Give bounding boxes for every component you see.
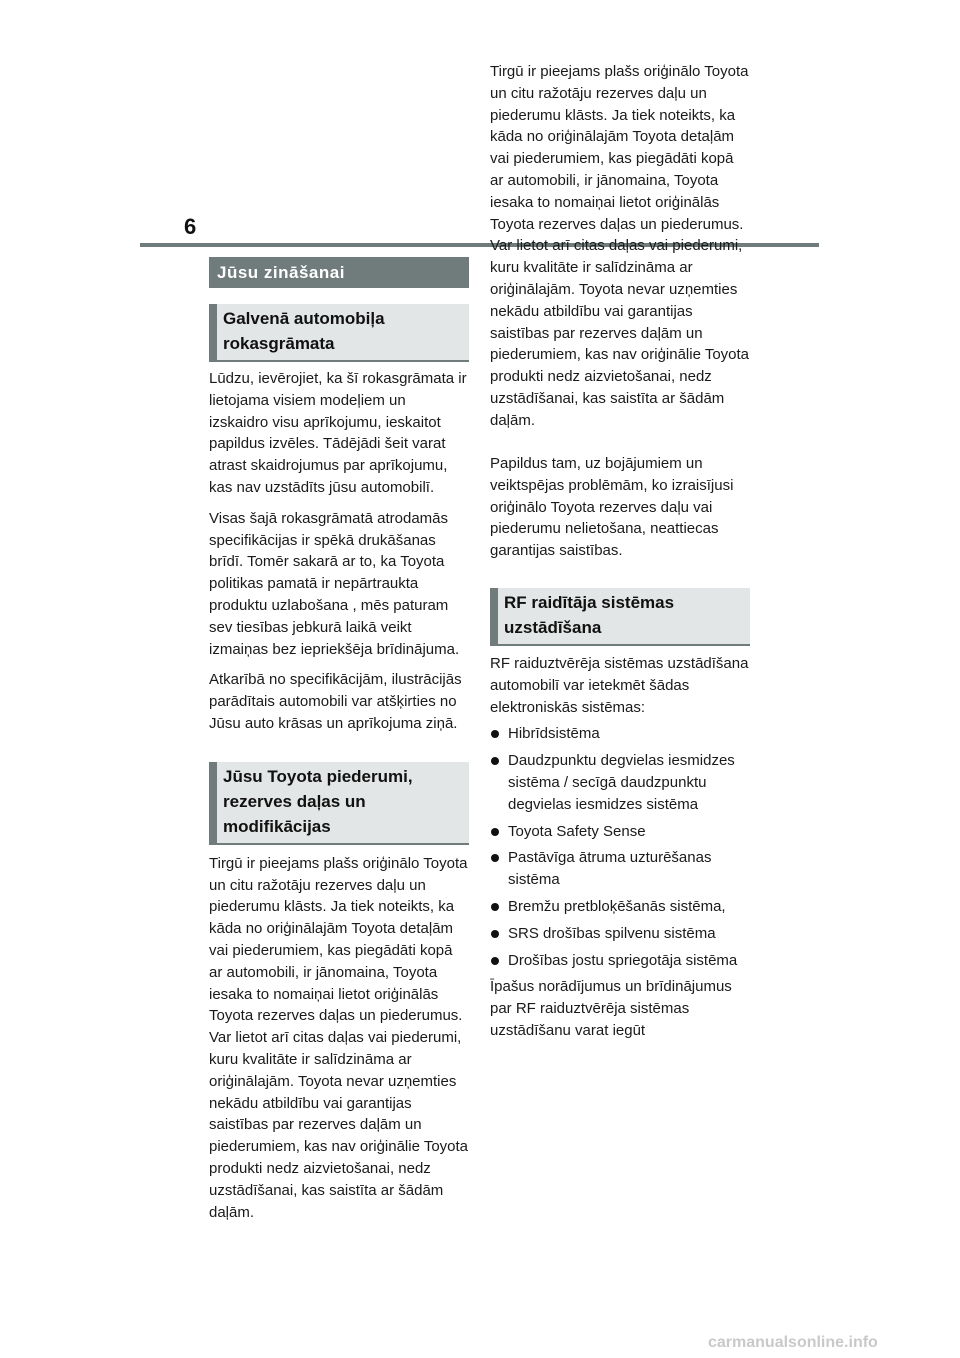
page-number: 6 bbox=[184, 214, 197, 239]
section-title: Jūsu zināšanai bbox=[209, 257, 469, 288]
list-item: Daudzpunktu degvielas iesmidzes sistēma / secīgā daudzpunktu degvielas iesmidzes sistēma bbox=[490, 750, 750, 815]
list-item: Hibrīdsistēma bbox=[490, 723, 750, 745]
rf-heading: RF raidītāja sistēmas uzstādīšana bbox=[490, 588, 750, 646]
list-item: Bremžu pretbloķēšanās sistēma, bbox=[490, 896, 750, 918]
rf-systems-list bbox=[490, 723, 750, 971]
accessories-paragraph-1-continued bbox=[490, 61, 750, 432]
list-item: Toyota Safety Sense bbox=[490, 821, 750, 843]
list-item: Drošības jostu spriegotāja sistēma bbox=[490, 950, 750, 972]
manual-paragraph-3: Atkarībā no specifikācijām, ilustrācijās parādītais automobili var atšķirties no Jūsu auto krāsas un aprīkojuma ziņā. bbox=[209, 671, 462, 732]
manual-paragraph-2: Visas šajā rokasgrāmatā atrodamās specifikācijas ir spēkā drukāšanas brīdī. Tomēr sakarā ar to, ka Toyota politikas pamatā ir nepārtraukta produktu uzlabošana , mēs paturam sev tiesības jebkurā laikā veikt izmaiņas bez iepriekšēja brīdinājuma. bbox=[209, 509, 460, 658]
bullet-icon bbox=[491, 930, 499, 938]
bullet-icon bbox=[491, 757, 499, 765]
bullet-icon bbox=[491, 903, 499, 911]
accessories-heading: Jūsu Toyota piederumi, rezerves daļas un modifikācijas bbox=[209, 762, 469, 845]
list-item: SRS drošības spilvenu sistēma bbox=[490, 923, 750, 945]
rf-outro: Īpašus norādījumus un brīdinājumus par RF raiduztvērēja sistēmas uzstādīšanu varat iegūt bbox=[490, 978, 732, 1039]
accessories-continued-text: Tirgū ir pieejams plašs oriģinālo Toyota un citu ražotāju rezerves daļu un piederumu klāsts. Ja tiek noteikts, ka kāda no oriģinālajām Toyota detaļām vai piederumiem, kas piegādāti kopā ar automobili, ir jānomaina, Toyota iesaka to nomaiņai lietot oriģinālās Toyota rezerves daļas un piederumus. Var lietot arī citas daļas vai piederumi, kuru kvalitāte ir salīdzināma ar oriģinālajām. Toyota nevar uzņemties nekādu atbildību vai garantijas saistības par rezerves daļām un piederumiem, kas nav oriģinālie Toyota produkti nedz aizvietošanai, nedz uzstādīšanai, kas saistīta ar šādām daļām. bbox=[490, 63, 750, 429]
rf-intro: RF raiduztvērēja sistēmas uzstādīšana automobilī var ietekmēt šādas elektroniskās sistēmas: bbox=[490, 654, 749, 716]
manual-heading: Galvenā automobiļa rokasgrāmata bbox=[209, 304, 469, 362]
left-column bbox=[209, 257, 469, 1221]
accessories-paragraph-2: Papildus tam, uz bojājumiem un veiktspējas problēmām, ko izraisījusi oriģinālo Toyota rezerves daļu vai piederumu nelietošana, neattiecas garantijas saistības. bbox=[490, 455, 734, 560]
right-column bbox=[490, 63, 750, 1042]
accessories-paragraph-1: Tirgū ir pieejams plašs oriģinālo Toyota un citu ražotāju rezerves daļu un piederumu klāsts. Ja tiek noteikts, ka kāda no oriģinālajām Toyota detaļām vai piederumiem, kas piegādāti kopā ar automobili, ir jānomaina, Toyota iesaka to nomaiņai lietot oriģinālās Toyota rezerves daļas un piederumus. Var lietot arī citas daļas vai piederumi, kuru kvalitāte ir salīdzināma ar oriģinālajām. Toyota nevar uzņemties nekādu atbildību vai garantijas saistības par rezerves daļām un piederumiem, kas nav oriģinālie Toyota produkti nedz aizvietošanai, nedz uzstādīšanai, kas saistīta ar šādām daļām. bbox=[209, 854, 469, 1221]
bullet-icon bbox=[491, 730, 499, 738]
manual-paragraph-1: Lūdzu, ievērojiet, ka šī rokasgrāmata ir lietojama visiem modeļiem un izskaidro visu aprīkojumu, ieskaitot papildus izvēles. Tādējādi šeit varat atrast skaidrojumus par aprīkojumu, kas nav uzstādīts jūsu automobilī. bbox=[209, 370, 467, 496]
list-item: Pastāvīga ātruma uzturēšanas sistēma bbox=[490, 847, 750, 891]
bullet-icon bbox=[491, 854, 499, 862]
bullet-icon bbox=[491, 828, 499, 836]
bullet-icon bbox=[491, 957, 499, 965]
watermark: carmanualsonline.info bbox=[708, 1334, 878, 1351]
accessories-continuation bbox=[490, 63, 750, 562]
